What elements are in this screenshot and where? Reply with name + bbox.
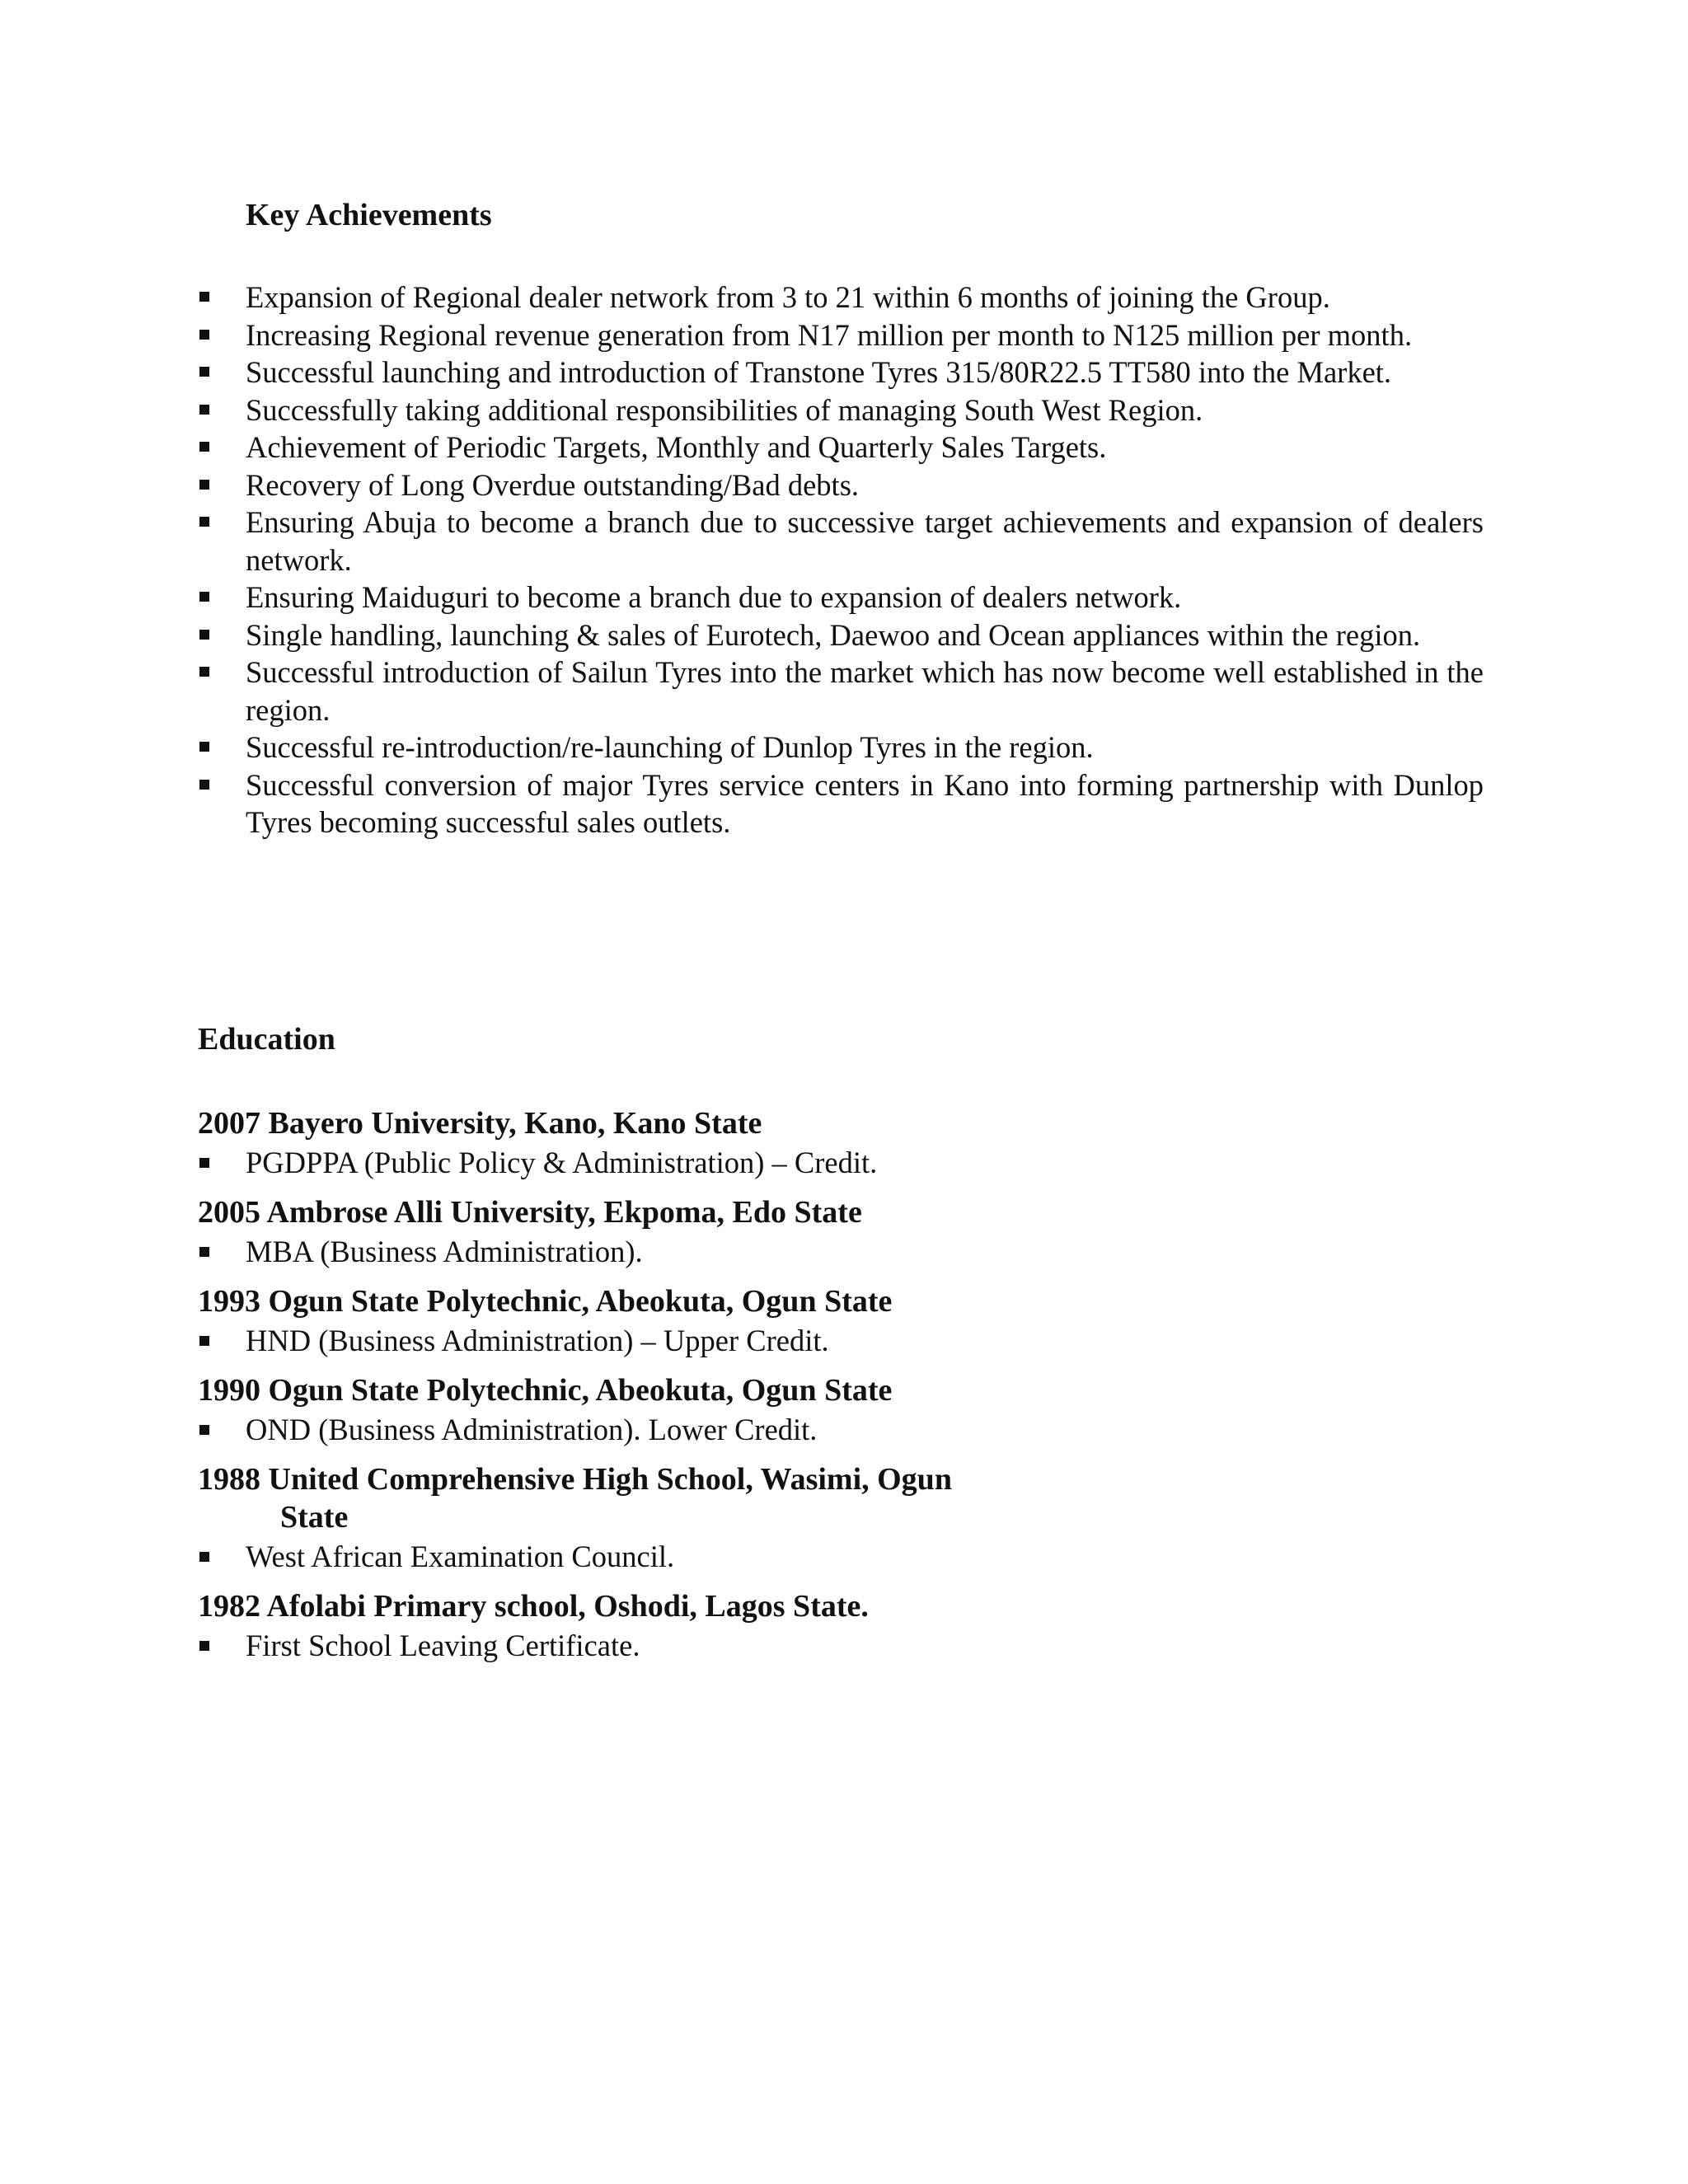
square-bullet-icon [199, 292, 209, 302]
square-bullet-icon [199, 1552, 209, 1562]
education-qualification: MBA (Business Administration). [246, 1235, 643, 1268]
list-item [198, 1409, 1187, 1451]
list-item [198, 466, 1484, 504]
list-item [198, 504, 1484, 579]
list-item [198, 1625, 1187, 1666]
list-item [198, 654, 1484, 729]
education-institution [198, 1460, 1187, 1536]
square-bullet-icon [199, 1641, 209, 1651]
achievement-text: Successfully taking additional responsibilities of managing South West Region. [246, 392, 1203, 427]
square-bullet-icon [199, 592, 209, 602]
achievement-text: Increasing Regional revenue generation from N17 million per month to N125 million per month. [246, 317, 1413, 352]
education-entry [198, 1460, 1187, 1577]
list-item [198, 729, 1484, 766]
achievement-text: Expansion of Regional dealer network from 3 to 21 within 6 months of joining the Group. [246, 280, 1330, 314]
education-qualification: First School Leaving Certificate. [246, 1629, 640, 1662]
education-entry [198, 1104, 1187, 1183]
education-institution-line: 1988 United Comprehensive High School, Wasimi, Ogun [198, 1462, 952, 1497]
square-bullet-icon [199, 1158, 209, 1168]
education-qualification: OND (Business Administration). Lower Credit. [246, 1413, 818, 1446]
education-institution-continued: State [280, 1500, 349, 1535]
achievement-text: Single handling, launching & sales of Eurotech, Daewoo and Ocean appliances within the region. [246, 617, 1421, 652]
square-bullet-icon [199, 1247, 209, 1257]
key-achievements-heading: Key Achievements [246, 198, 492, 232]
achievement-text: Recovery of Long Overdue outstanding/Bad debts. [246, 467, 860, 502]
achievements-list [198, 279, 1484, 841]
education-entry [198, 1587, 1187, 1666]
achievement-text: Successful re-introduction/re-launching of Dunlop Tyres in the region. [246, 730, 1094, 764]
achievement-text: Ensuring Maiduguri to become a branch due to expansion of dealers network. [246, 580, 1182, 614]
list-item [198, 354, 1484, 391]
square-bullet-icon [199, 405, 209, 415]
education-institution: 1982 Afolabi Primary school, Oshodi, Lagos State. [198, 1589, 869, 1624]
education-entry [198, 1371, 1187, 1451]
square-bullet-icon [199, 1425, 209, 1435]
square-bullet-icon [199, 442, 209, 452]
education-list [198, 1104, 1187, 1676]
list-item [198, 429, 1484, 466]
list-item [198, 1536, 1187, 1577]
education-entry [198, 1193, 1187, 1272]
square-bullet-icon [199, 367, 209, 377]
square-bullet-icon [199, 330, 209, 340]
square-bullet-icon [199, 630, 209, 640]
list-item [198, 1320, 1187, 1361]
education-institution: 2005 Ambrose Alli University, Ekpoma, Edo State [198, 1195, 862, 1230]
education-institution: 1993 Ogun State Polytechnic, Abeokuta, Ogun State [198, 1284, 893, 1319]
achievement-text: Successful conversion of major Tyres service centers in Kano into forming partnership with Dunlop Tyres becoming successful sales outlets. [246, 767, 1484, 839]
achievement-text: Successful launching and introduction of Transtone Tyres 315/80R22.5 TT580 into the Market. [246, 355, 1392, 389]
education-qualification: PGDPPA (Public Policy & Administration) – Credit. [246, 1146, 878, 1179]
education-institution: 2007 Bayero University, Kano, Kano State [198, 1106, 762, 1141]
square-bullet-icon [199, 742, 209, 752]
education-qualification: HND (Business Administration) – Upper Credit. [246, 1324, 829, 1357]
list-item [198, 279, 1484, 316]
list-item [198, 1142, 1187, 1183]
list-item [198, 616, 1484, 654]
list-item [198, 766, 1484, 841]
list-item [198, 391, 1484, 429]
square-bullet-icon [199, 517, 209, 527]
achievement-text: Achievement of Periodic Targets, Monthly and Quarterly Sales Targets. [246, 430, 1107, 464]
square-bullet-icon [199, 667, 209, 677]
education-heading: Education [198, 1022, 335, 1057]
achievement-text: Successful introduction of Sailun Tyres into the market which has now become well established in the region. [246, 655, 1484, 727]
education-qualification: West African Examination Council. [246, 1540, 675, 1573]
achievement-text: Ensuring Abuja to become a branch due to successive target achievements and expansion of dealers network. [246, 505, 1484, 577]
square-bullet-icon [199, 1336, 209, 1346]
education-entry [198, 1282, 1187, 1361]
list-item [198, 316, 1484, 354]
list-item [198, 1231, 1187, 1272]
list-item [198, 579, 1484, 616]
education-institution: 1990 Ogun State Polytechnic, Abeokuta, Ogun State [198, 1373, 893, 1408]
square-bullet-icon [199, 480, 209, 490]
square-bullet-icon [199, 780, 209, 790]
